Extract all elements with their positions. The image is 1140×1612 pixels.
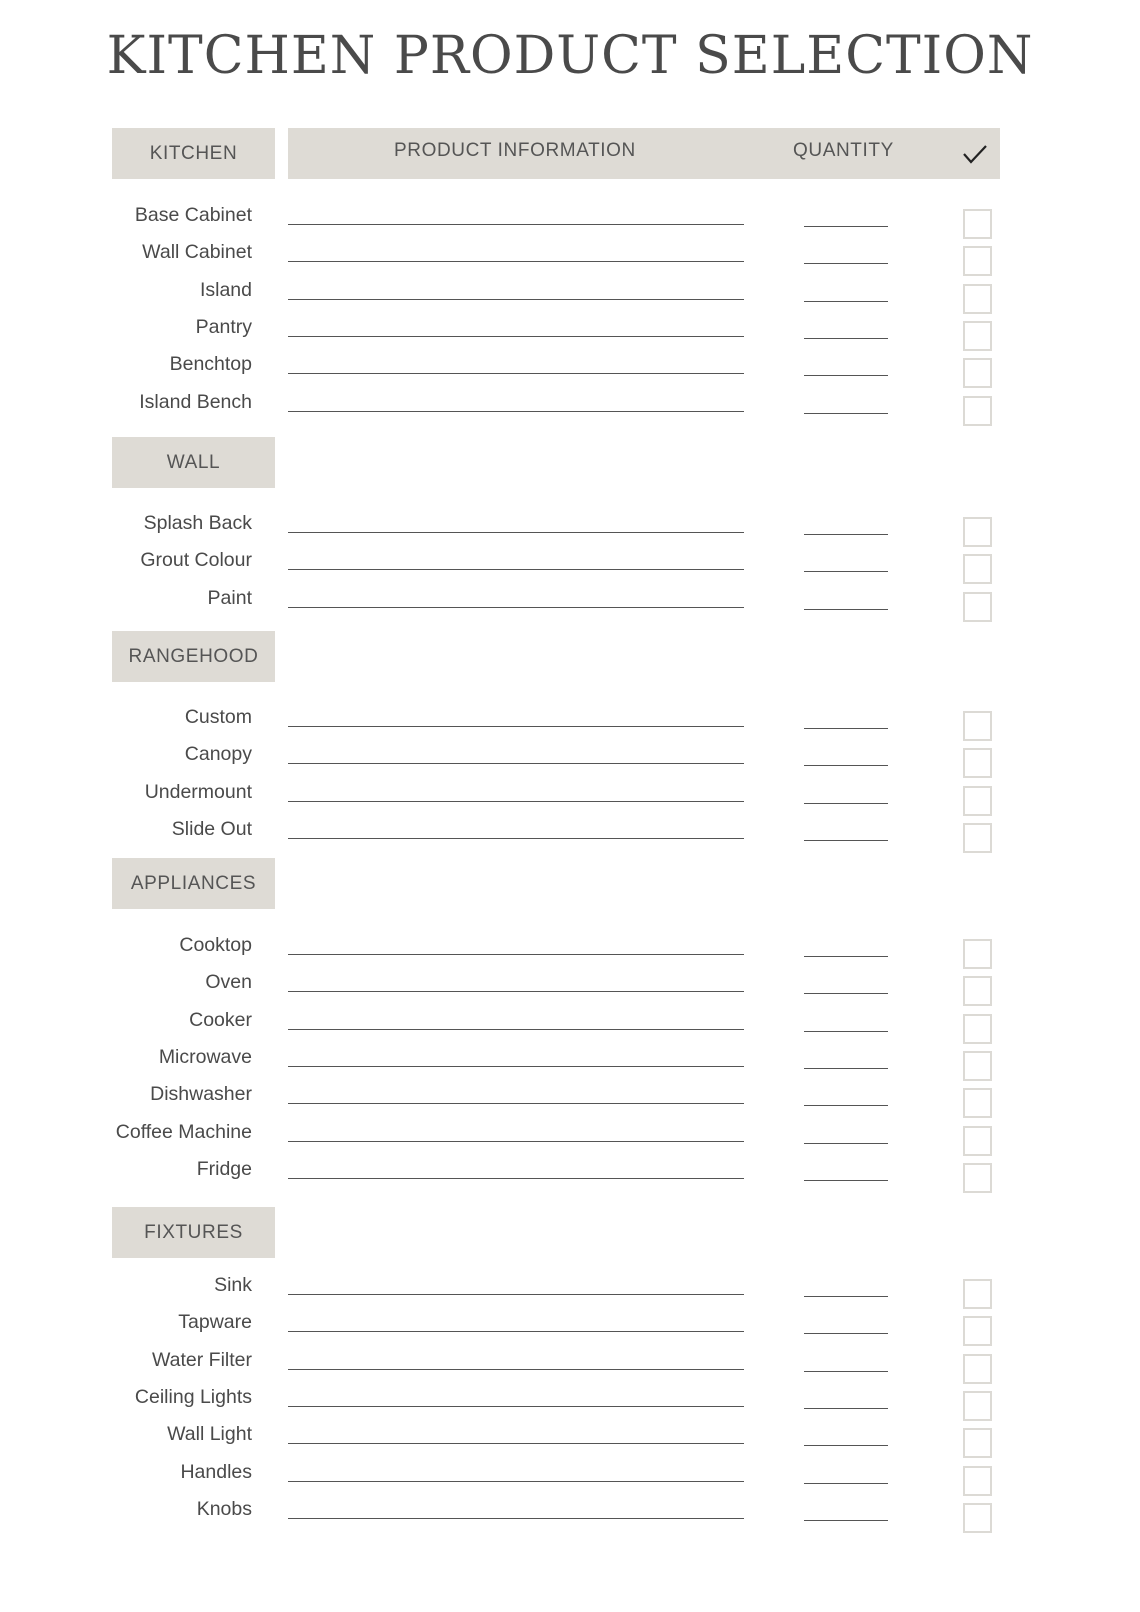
quantity-field[interactable] [804,1031,888,1032]
item-checkbox[interactable] [963,1466,992,1496]
item-checkbox[interactable] [963,823,992,853]
quantity-field[interactable] [804,301,888,302]
item-checkbox[interactable] [963,1428,992,1458]
item-checkbox[interactable] [963,1163,992,1193]
product-info-field[interactable] [288,261,744,262]
item-checkbox[interactable] [963,786,992,816]
product-info-field[interactable] [288,991,744,992]
product-info-field[interactable] [288,336,744,337]
quantity-field[interactable] [804,609,888,610]
item-checkbox[interactable] [963,209,992,239]
product-info-field[interactable] [288,411,744,412]
item-checkbox[interactable] [963,396,992,426]
item-label: Fridge [196,1158,252,1180]
item-label: Pantry [195,316,252,338]
quantity-field[interactable] [804,534,888,535]
quantity-field[interactable] [804,803,888,804]
item-checkbox[interactable] [963,284,992,314]
product-info-field[interactable] [288,569,744,570]
item-label: Custom [184,706,252,728]
product-info-field[interactable] [288,726,744,727]
quantity-field[interactable] [804,728,888,729]
item-checkbox[interactable] [963,1503,992,1533]
quantity-field[interactable] [804,338,888,339]
item-checkbox[interactable] [963,1051,992,1081]
item-label: Base Cabinet [134,204,252,226]
product-info-field[interactable] [288,801,744,802]
quantity-field[interactable] [804,1180,888,1181]
item-label: Water Filter [151,1349,252,1371]
quantity-field[interactable] [804,1371,888,1372]
item-checkbox[interactable] [963,1088,992,1118]
quantity-field[interactable] [804,1105,888,1106]
quantity-field[interactable] [804,1483,888,1484]
product-info-field[interactable] [288,1178,744,1179]
checkmark-icon [962,142,988,166]
page-title: KITCHEN PRODUCT SELECTION [106,26,1034,86]
product-info-field[interactable] [288,1406,744,1407]
quantity-field[interactable] [804,993,888,994]
item-label: Sink [214,1274,252,1296]
product-info-field[interactable] [288,1481,744,1482]
section-heading-wall: WALL [112,437,275,488]
section-heading-kitchen: KITCHEN [112,128,275,179]
item-label: Paint [207,587,252,609]
item-label: Dishwasher [150,1083,252,1105]
quantity-field[interactable] [804,375,888,376]
product-info-field[interactable] [288,532,744,533]
item-checkbox[interactable] [963,1316,992,1346]
quantity-field[interactable] [804,956,888,957]
product-info-field[interactable] [288,1331,744,1332]
product-info-field[interactable] [288,1029,744,1030]
product-info-field[interactable] [288,954,744,955]
item-label: Knobs [196,1498,252,1520]
item-label: Handles [180,1461,252,1483]
item-checkbox[interactable] [963,1279,992,1309]
quantity-field[interactable] [804,1143,888,1144]
product-info-field[interactable] [288,224,744,225]
item-checkbox[interactable] [963,711,992,741]
item-label: Oven [205,971,252,993]
item-checkbox[interactable] [963,1126,992,1156]
product-info-field[interactable] [288,299,744,300]
item-label: Wall Light [167,1423,252,1445]
item-label: Tapware [178,1311,252,1333]
item-label: Benchtop [169,353,252,375]
quantity-field[interactable] [804,571,888,572]
item-label: Ceiling Lights [134,1386,252,1408]
item-label: Grout Colour [140,549,252,571]
quantity-field[interactable] [804,1068,888,1069]
quantity-field[interactable] [804,226,888,227]
quantity-field[interactable] [804,1445,888,1446]
section-heading-rangehood: RANGEHOOD [112,631,275,682]
product-info-field[interactable] [288,1443,744,1444]
section-heading-appliances: APPLIANCES [112,858,275,909]
item-checkbox[interactable] [963,554,992,584]
quantity-field[interactable] [804,840,888,841]
product-info-field[interactable] [288,1141,744,1142]
item-checkbox[interactable] [963,358,992,388]
item-checkbox[interactable] [963,976,992,1006]
product-info-field[interactable] [288,607,744,608]
quantity-field[interactable] [804,1333,888,1334]
item-checkbox[interactable] [963,748,992,778]
item-checkbox[interactable] [963,1354,992,1384]
item-label: Slide Out [171,818,252,840]
product-info-field[interactable] [288,1103,744,1104]
product-info-field[interactable] [288,1066,744,1067]
item-label: Island [199,279,252,301]
column-header-bar [288,128,1000,179]
item-checkbox[interactable] [963,1391,992,1421]
quantity-field[interactable] [804,765,888,766]
item-label: Coffee Machine [115,1121,252,1143]
item-checkbox[interactable] [963,517,992,547]
item-label: Microwave [158,1046,252,1068]
item-checkbox[interactable] [963,939,992,969]
item-label: Splash Back [143,512,252,534]
product-info-field[interactable] [288,373,744,374]
item-checkbox[interactable] [963,592,992,622]
item-label: Canopy [184,743,252,765]
item-label: Island Bench [139,391,252,413]
item-checkbox[interactable] [963,321,992,351]
item-checkbox[interactable] [963,1014,992,1044]
product-info-field[interactable] [288,838,744,839]
item-checkbox[interactable] [963,246,992,276]
quantity-field[interactable] [804,263,888,264]
column-header-quantity: QUANTITY [793,140,894,161]
item-label: Cooktop [179,934,252,956]
section-heading-fixtures: FIXTURES [112,1207,275,1258]
product-info-field[interactable] [288,1369,744,1370]
item-label: Cooker [189,1009,252,1031]
product-info-field[interactable] [288,1294,744,1295]
product-info-field[interactable] [288,1518,744,1519]
product-info-field[interactable] [288,763,744,764]
quantity-field[interactable] [804,413,888,414]
quantity-field[interactable] [804,1408,888,1409]
item-label: Undermount [144,781,252,803]
quantity-field[interactable] [804,1296,888,1297]
quantity-field[interactable] [804,1520,888,1521]
item-label: Wall Cabinet [142,241,252,263]
column-header-product-information: PRODUCT INFORMATION [394,140,636,161]
